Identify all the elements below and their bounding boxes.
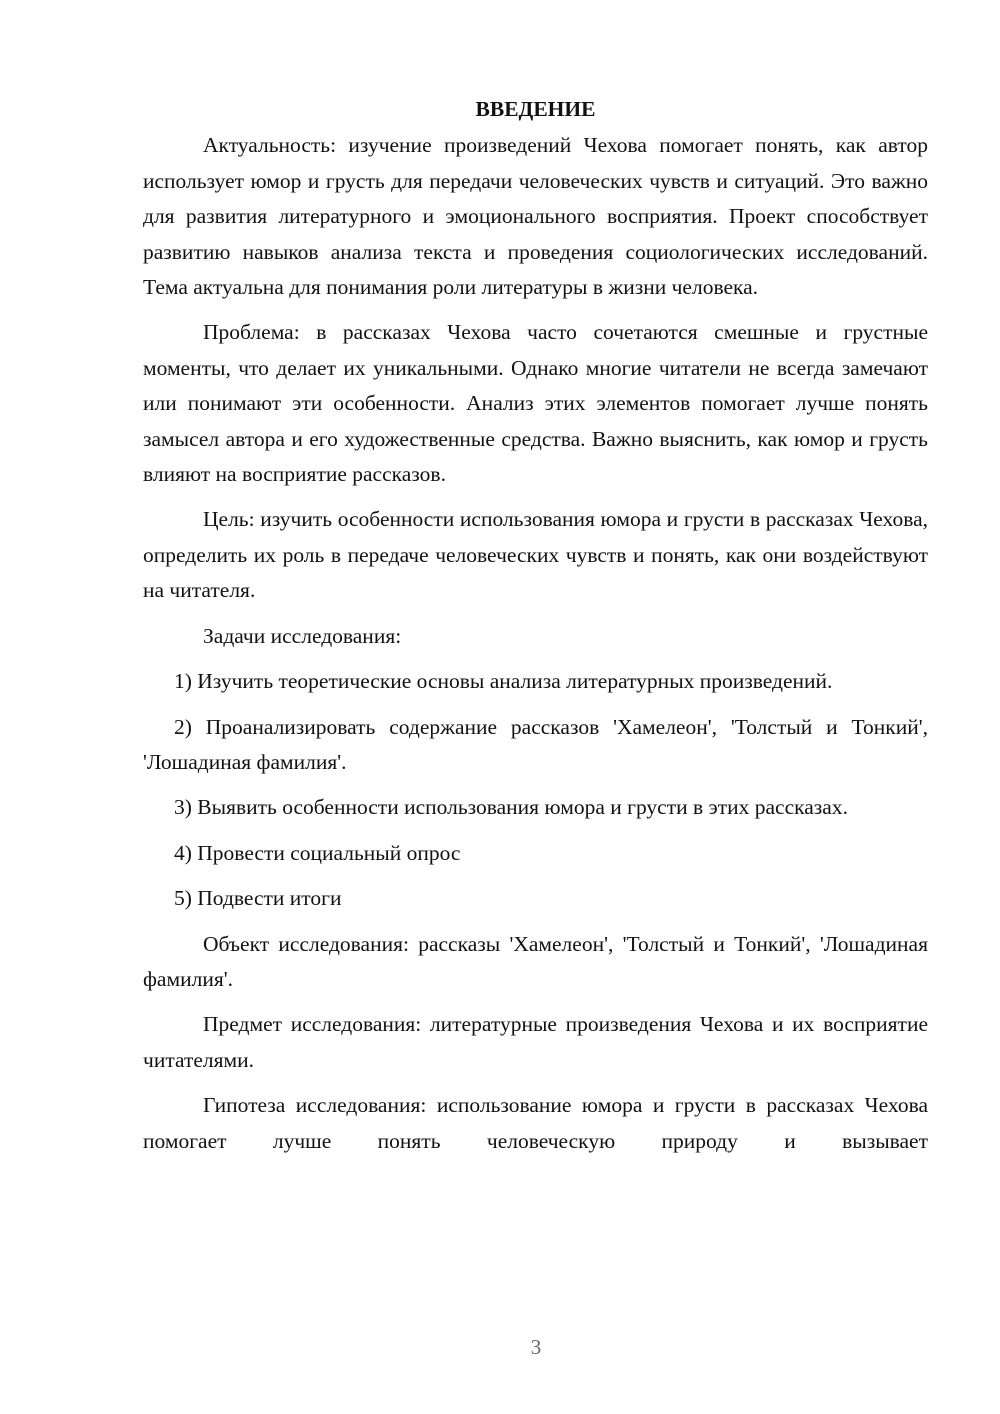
paragraph-problem: Проблема: в рассказах Чехова часто сочетаются смешные и грустные моменты, что делает их уникальными. Однако многие читатели не всегда замечают или понимают эти особенности. Анализ этих элементов помогает лучше понять замысел автора и его художественные средства. Важно выяснить, как юмор и грусть влияют на восприятие рассказов. <box>143 320 928 487</box>
paragraph-object: Объект исследования: рассказы 'Хамелеон', 'Толстый и Тонкий', 'Лошадиная фамилия'. <box>143 931 928 991</box>
section-heading: ВВЕДЕНИЕ <box>475 97 596 121</box>
paragraph-relevance: Актуальность: изучение произведений Чехова помогает понять, как автор использует юмор и грусть для передачи человеческих чувств и ситуаций. Это важно для развития литературного и эмоционального восприятия. Проект способствует развитию навыков анализа текста и проведения социологических исследований. Тема актуальна для понимания роли литературы в жизни человека. <box>143 133 928 300</box>
task-item-4: 4) Провести социальный опрос <box>174 840 461 865</box>
page-content <box>143 92 928 1159</box>
paragraph-hypothesis: Гипотеза исследования: использование юмора и грусти в рассказах Чехова помогает лучше понять человеческую природу и вызывает <box>143 1093 928 1153</box>
paragraph-subject: Предмет исследования: литературные произведения Чехова и их восприятие читателями. <box>143 1012 928 1072</box>
page-number: 3 <box>530 1335 542 1359</box>
task-item-2: 2) Проанализировать содержание рассказов 'Хамелеон', 'Толстый и Тонкий', 'Лошадиная фамилия'. <box>143 714 928 774</box>
task-item-1: 1) Изучить теоретические основы анализа литературных произведений. <box>174 669 833 694</box>
paragraph-goal: Цель: изучить особенности использования юмора и грусти в рассказах Чехова, определить их роль в передаче человеческих чувств и понять, как они воздействуют на читателя. <box>143 507 928 603</box>
task-item-5: 5) Подвести итоги <box>174 886 342 911</box>
tasks-title: Задачи исследования: <box>203 623 402 648</box>
task-item-3: 3) Выявить особенности использования юмора и грусти в этих рассказах. <box>174 795 848 820</box>
